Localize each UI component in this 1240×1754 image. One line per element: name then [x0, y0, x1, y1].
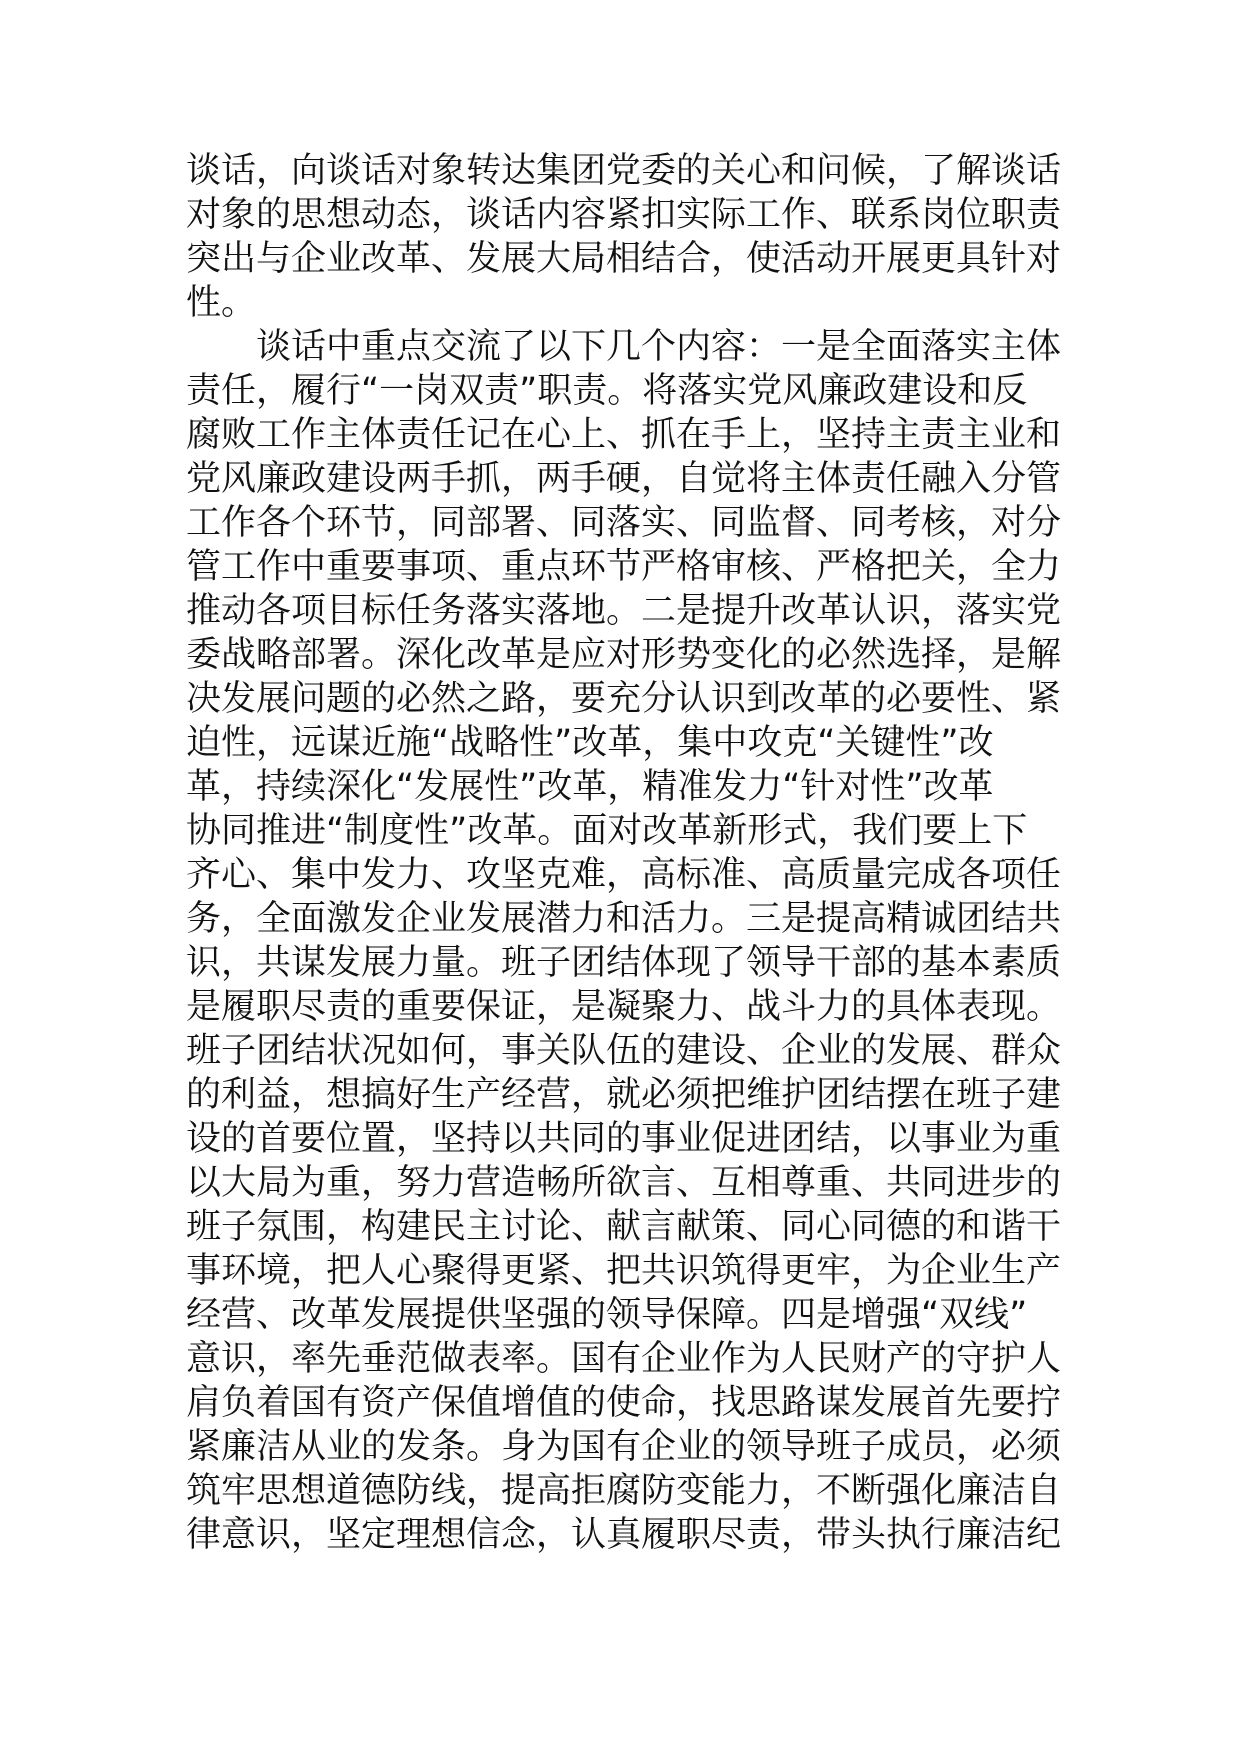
text-line: 党风廉政建设两手抓，两手硬，自觉将主体责任融入分管 [186, 459, 1062, 499]
text-line: 班子团结状况如何，事关队伍的建设、企业的发展、群众 [186, 1031, 1062, 1071]
text-line: 管工作中重要事项、重点环节严格审核、严格把关，全力 [186, 547, 1062, 587]
text-line: 意识，率先垂范做表率。国有企业作为人民财产的守护人 [186, 1339, 1062, 1379]
text-line: 工作各个环节，同部署、同落实、同监督、同考核，对分 [186, 503, 1062, 543]
text-line: 齐心、集中发力、攻坚克难，高标准、高质量完成各项任 [186, 855, 1062, 895]
text-line: 性。 [186, 283, 257, 323]
text-line: 委战略部署。深化改革是应对形势变化的必然选择，是解 [186, 635, 1062, 675]
text-line: 革，持续深化“发展性”改革，精准发力“针对性”改革 [186, 767, 994, 807]
text-line: 突出与企业改革、发展大局相结合，使活动开展更具针对 [186, 239, 1062, 279]
text-line: 识，共谋发展力量。班子团结体现了领导干部的基本素质 [186, 943, 1062, 983]
text-line: 班子氛围，构建民主讨论、献言献策、同心同德的和谐干 [186, 1207, 1062, 1247]
text-line: 迫性，远谋近施“战略性”改革，集中攻克“关键性”改 [186, 723, 994, 763]
text-line: 谈话，向谈话对象转达集团党委的关心和问候，了解谈话 [186, 151, 1062, 191]
text-line: 律意识，坚定理想信念，认真履职尽责，带头执行廉洁纪 [186, 1515, 1062, 1555]
body-text [186, 149, 1062, 1557]
text-line: 经营、改革发展提供坚强的领导保障。四是增强“双线” [186, 1295, 1028, 1335]
text-line: 以大局为重，努力营造畅所欲言、互相尊重、共同进步的 [186, 1163, 1062, 1203]
text-line: 决发展问题的必然之路，要充分认识到改革的必要性、紧 [186, 679, 1062, 719]
text-line: 紧廉洁从业的发条。身为国有企业的领导班子成员，必须 [186, 1427, 1062, 1467]
text-line: 设的首要位置，坚持以共同的事业促进团结，以事业为重 [186, 1119, 1062, 1159]
text-line: 推动各项目标任务落实落地。二是提升改革认识，落实党 [186, 591, 1062, 631]
text-line: 是履职尽责的重要保证，是凝聚力、战斗力的具体表现。 [186, 987, 1062, 1027]
text-line: 事环境，把人心聚得更紧、把共识筑得更牢，为企业生产 [186, 1251, 1062, 1291]
text-line: 腐败工作主体责任记在心上、抓在手上，坚持主责主业和 [186, 415, 1062, 455]
text-line: 协同推进“制度性”改革。面对改革新形式，我们要上下 [186, 811, 1028, 851]
text-line: 肩负着国有资产保值增值的使命，找思路谋发展首先要拧 [186, 1383, 1062, 1423]
text-line: 对象的思想动态，谈话内容紧扣实际工作、联系岗位职责 [186, 195, 1062, 235]
paragraph-start-line: 谈话中重点交流了以下几个内容：一是全面落实主体 [256, 327, 1062, 367]
text-line: 筑牢思想道德防线，提高拒腐防变能力，不断强化廉洁自 [186, 1471, 1062, 1511]
text-line: 务，全面激发企业发展潜力和活力。三是提高精诚团结共 [186, 899, 1062, 939]
text-line: 责任，履行“一岗双责”职责。将落实党风廉政建设和反 [186, 371, 1028, 411]
text-line: 的利益，想搞好生产经营，就必须把维护团结摆在班子建 [186, 1075, 1062, 1115]
